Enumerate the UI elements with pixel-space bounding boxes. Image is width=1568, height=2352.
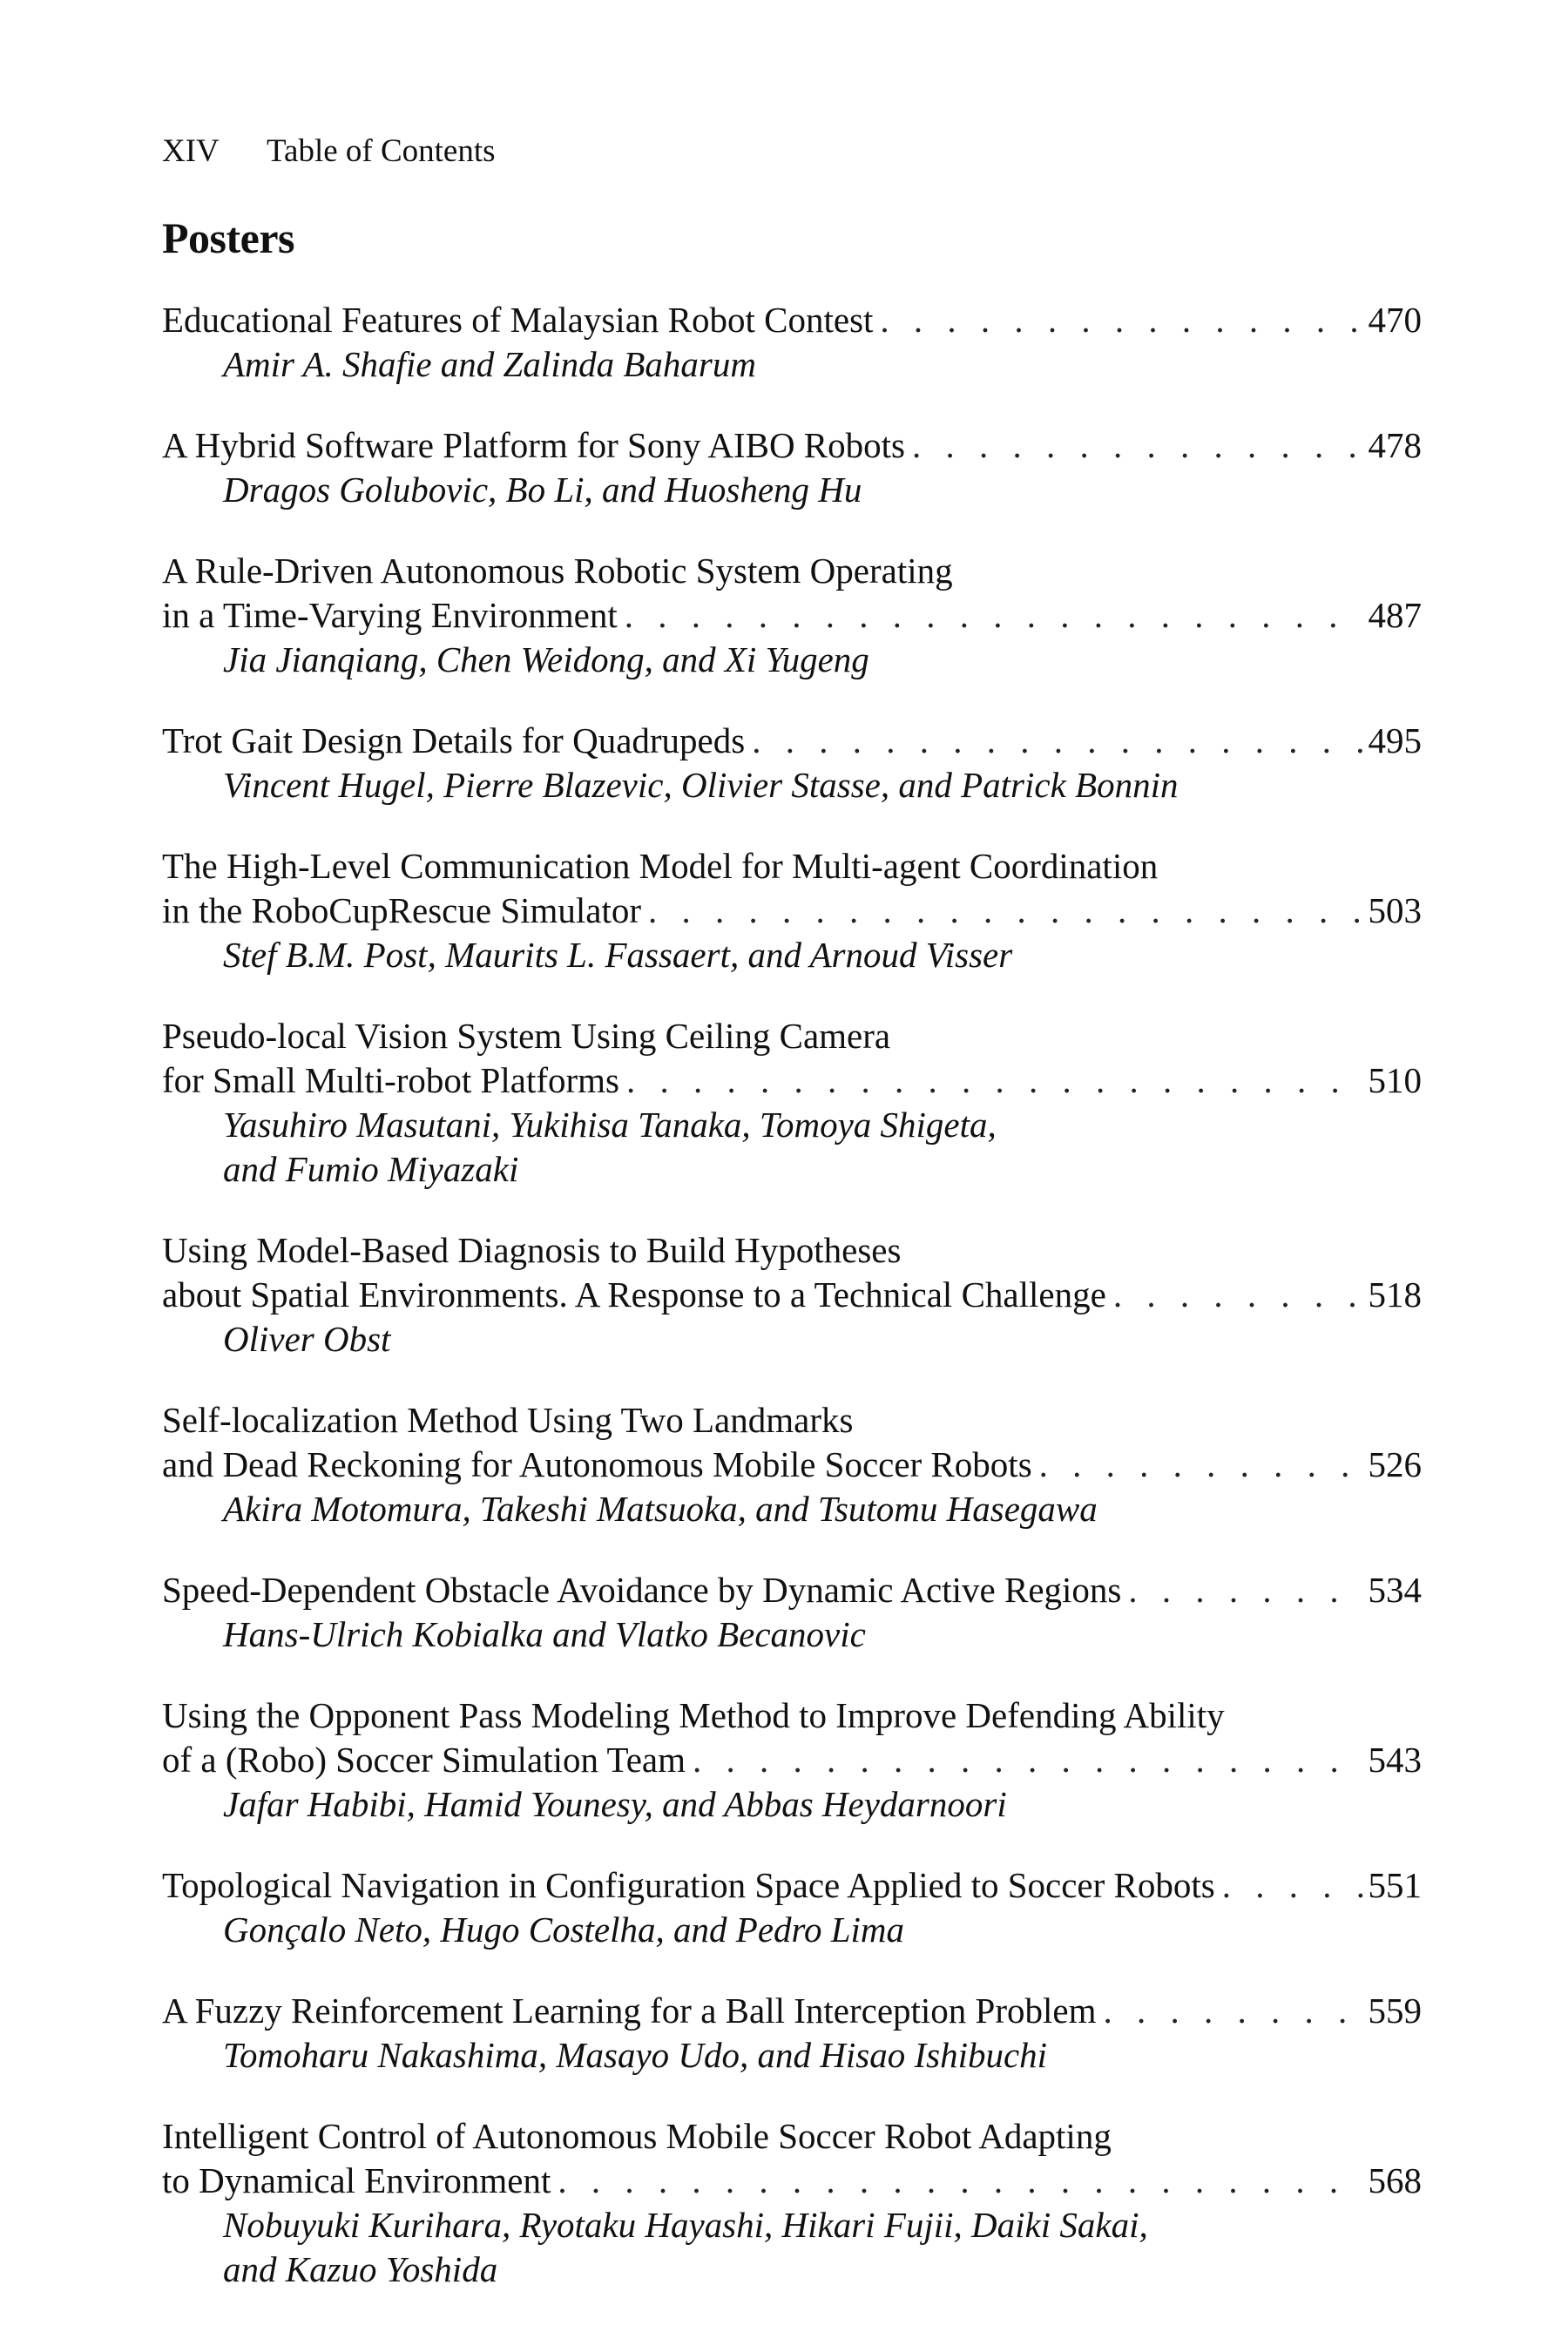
dot-leader xyxy=(693,1738,1363,1782)
entry-authors xyxy=(162,342,1422,387)
entry-title-line xyxy=(162,1693,1422,1738)
entry-title-line xyxy=(162,1738,1422,1782)
entry-title-line xyxy=(162,1863,1422,1908)
entry-title-line xyxy=(162,1568,1422,1612)
dot-leader xyxy=(1113,1273,1363,1317)
entry-page-number: 543 xyxy=(1368,1740,1422,1780)
entry-author-line: and Fumio Miyazaki xyxy=(223,1149,519,1189)
entry-author-line: Tomoharu Nakashima, Masayo Udo, and Hisao Ishibuchi xyxy=(223,2035,1048,2075)
toc-entry-list xyxy=(162,298,1422,2328)
toc-entry xyxy=(162,1228,1422,1362)
entry-page-number: 551 xyxy=(1368,1865,1422,1905)
dot-leader xyxy=(626,1058,1363,1103)
entry-title-text: Using the Opponent Pass Modeling Method to Improve Defending Ability xyxy=(162,1695,1225,1735)
dot-leader xyxy=(912,423,1363,468)
entry-title-line xyxy=(162,2159,1422,2203)
entry-page-number: 559 xyxy=(1368,1990,1422,2031)
entry-title-line xyxy=(162,844,1422,889)
entry-page-number: 487 xyxy=(1368,595,1422,635)
entry-title-line xyxy=(162,1058,1422,1103)
entry-author-line: Akira Motomura, Takeshi Matsuoka, and Tsutomu Hasegawa xyxy=(223,1489,1098,1529)
dot-leader xyxy=(648,889,1362,933)
entry-authors xyxy=(162,1487,1422,1531)
entry-authors xyxy=(162,763,1422,808)
toc-entry xyxy=(162,1014,1422,1192)
entry-title-line xyxy=(162,2114,1422,2159)
entry-author-line: Nobuyuki Kurihara, Ryotaku Hayashi, Hikari Fujii, Daiki Sakai, xyxy=(223,2205,1148,2245)
toc-entry xyxy=(162,719,1422,808)
entry-title-text: to Dynamical Environment xyxy=(162,2160,551,2200)
entry-authors xyxy=(162,468,1422,512)
entry-title-text: A Rule-Driven Autonomous Robotic System Operating xyxy=(162,551,953,591)
toc-entry xyxy=(162,1568,1422,1657)
entry-author-line: Vincent Hugel, Pierre Blazevic, Olivier Stasse, and Patrick Bonnin xyxy=(223,765,1179,805)
entry-title-text: Speed-Dependent Obstacle Avoidance by Dynamic Active Regions xyxy=(162,1570,1122,1610)
entry-title-text: in the RoboCupRescue Simulator xyxy=(162,890,642,930)
dot-leader xyxy=(558,2159,1362,2203)
toc-entry xyxy=(162,298,1422,387)
entry-title-text: of a (Robo) Soccer Simulation Team xyxy=(162,1740,686,1780)
entry-page-number: 534 xyxy=(1368,1570,1422,1610)
toc-entry xyxy=(162,1693,1422,1827)
toc-entry xyxy=(162,844,1422,977)
toc-entry xyxy=(162,2114,1422,2292)
entry-authors xyxy=(162,638,1422,682)
entry-page-number: 503 xyxy=(1368,890,1422,930)
entry-page-number: 568 xyxy=(1368,2160,1422,2200)
entry-title-line xyxy=(162,593,1422,638)
entry-title-text: The High-Level Communication Model for Multi-agent Coordination xyxy=(162,846,1159,886)
entry-title-text: about Spatial Environments. A Response to a Technical Challenge xyxy=(162,1274,1106,1315)
entry-title-line xyxy=(162,423,1422,468)
dot-leader xyxy=(752,719,1362,763)
entry-page-number: 495 xyxy=(1368,720,1422,760)
entry-title-text: Self-localization Method Using Two Landmarks xyxy=(162,1400,854,1440)
entry-authors xyxy=(162,2033,1422,2078)
entry-title-line xyxy=(162,1273,1422,1317)
entry-title-text: for Small Multi-robot Platforms xyxy=(162,1060,619,1100)
entry-author-line: Stef B.M. Post, Maurits L. Fassaert, and Arnoud Visser xyxy=(223,935,1013,975)
entry-authors xyxy=(162,1612,1422,1657)
dot-leader xyxy=(625,593,1363,638)
page-number: XIV xyxy=(162,133,220,169)
toc-entry xyxy=(162,423,1422,512)
entry-author-line: Gonçalo Neto, Hugo Costelha, and Pedro Lima xyxy=(223,1909,905,1950)
entry-author-line: Dragos Golubovic, Bo Li, and Huosheng Hu xyxy=(223,470,862,510)
entry-title-text: A Hybrid Software Platform for Sony AIBO Robots xyxy=(162,425,905,465)
entry-title-text: in a Time-Varying Environment xyxy=(162,595,618,635)
entry-title-line xyxy=(162,1014,1422,1058)
entry-page-number: 478 xyxy=(1368,425,1422,465)
entry-title-text: Trot Gait Design Details for Quadrupeds xyxy=(162,720,746,760)
entry-title-line xyxy=(162,549,1422,593)
entry-authors xyxy=(162,1317,1422,1362)
section-title: Posters xyxy=(162,213,294,262)
entry-title-line xyxy=(162,1228,1422,1273)
entry-author-line: Jia Jianqiang, Chen Weidong, and Xi Yugeng xyxy=(223,639,869,679)
dot-leader xyxy=(880,298,1362,342)
toc-entry xyxy=(162,1863,1422,1952)
entry-authors xyxy=(162,933,1422,977)
entry-author-line: Yasuhiro Masutani, Yukihisa Tanaka, Tomoya Shigeta, xyxy=(223,1105,997,1145)
entry-author-line: Jafar Habibi, Hamid Younesy, and Abbas Heydarnoori xyxy=(223,1784,1007,1824)
entry-page-number: 470 xyxy=(1368,300,1422,340)
toc-entry xyxy=(162,1989,1422,2078)
entry-page-number: 510 xyxy=(1368,1060,1422,1100)
entry-title-text: Using Model-Based Diagnosis to Build Hypotheses xyxy=(162,1230,902,1270)
entry-authors xyxy=(162,1782,1422,1827)
entry-author-line: and Kazuo Yoshida xyxy=(223,2249,498,2289)
entry-title-text: Educational Features of Malaysian Robot Contest xyxy=(162,300,874,340)
entry-authors xyxy=(162,1103,1422,1192)
entry-title-text: A Fuzzy Reinforcement Learning for a Ball Interception Problem xyxy=(162,1990,1097,2031)
entry-title-text: Intelligent Control of Autonomous Mobile Soccer Robot Adapting xyxy=(162,2116,1112,2156)
toc-entry xyxy=(162,549,1422,682)
dot-leader xyxy=(1222,1863,1363,1908)
dot-leader xyxy=(1039,1443,1363,1487)
entry-authors xyxy=(162,1908,1422,1952)
entry-title-line xyxy=(162,1443,1422,1487)
entry-title-line xyxy=(162,298,1422,342)
dot-leader xyxy=(1128,1568,1362,1612)
entry-title-text: and Dead Reckoning for Autonomous Mobile Soccer Robots xyxy=(162,1444,1032,1484)
entry-author-line: Amir A. Shafie and Zalinda Baharum xyxy=(223,344,756,384)
toc-entry xyxy=(162,1398,1422,1531)
entry-title-line xyxy=(162,1398,1422,1443)
entry-title-text: Pseudo-local Vision System Using Ceiling Camera xyxy=(162,1016,891,1056)
entry-authors xyxy=(162,2203,1422,2292)
running-head-title: Table of Contents xyxy=(267,133,496,169)
entry-page-number: 518 xyxy=(1368,1274,1422,1315)
entry-title-line xyxy=(162,719,1422,763)
entry-title-line xyxy=(162,889,1422,933)
entry-page-number: 526 xyxy=(1368,1444,1422,1484)
entry-title-text: Topological Navigation in Configuration Space Applied to Soccer Robots xyxy=(162,1865,1215,1905)
running-head xyxy=(162,132,496,171)
entry-author-line: Oliver Obst xyxy=(223,1319,391,1359)
dot-leader xyxy=(1104,1989,1363,2033)
entry-author-line: Hans-Ulrich Kobialka and Vlatko Becanovic xyxy=(223,1614,866,1654)
entry-title-line xyxy=(162,1989,1422,2033)
